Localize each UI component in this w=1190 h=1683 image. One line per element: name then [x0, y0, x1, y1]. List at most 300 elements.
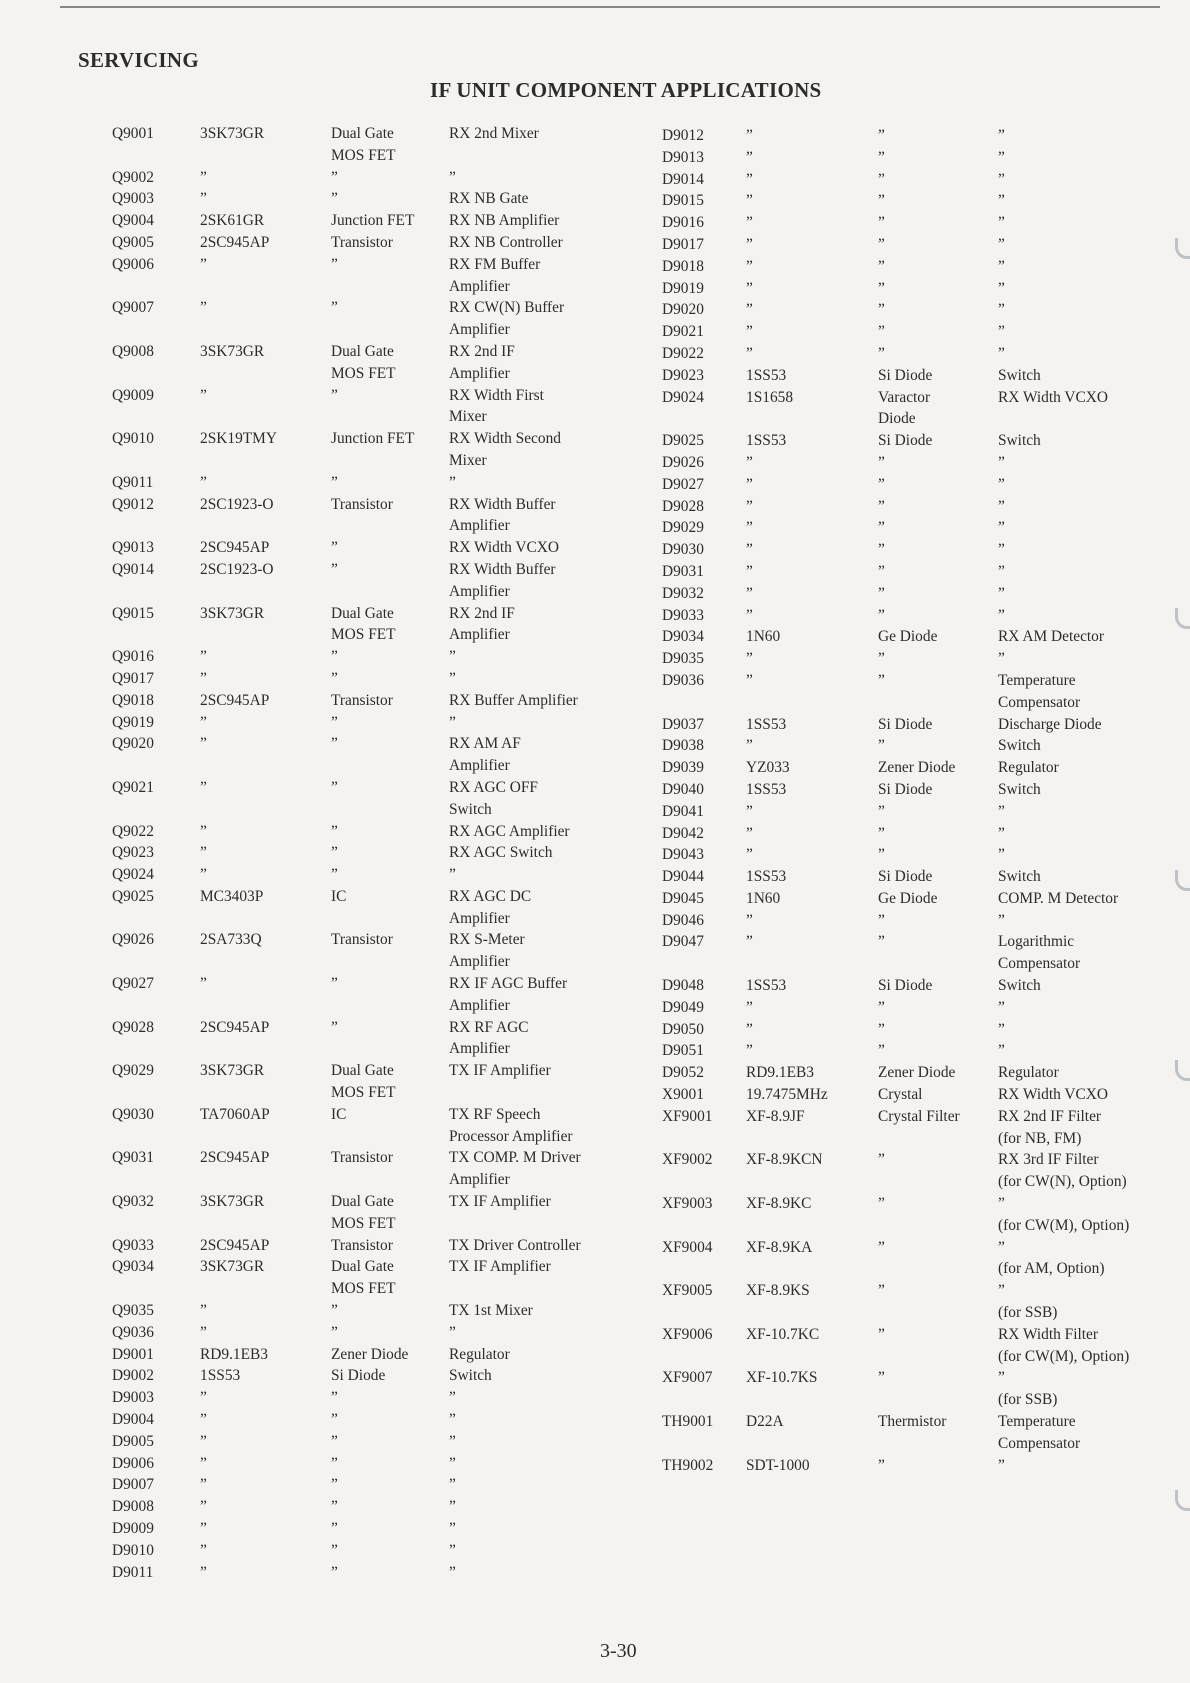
table-row: [662, 1324, 1158, 1368]
table-row: [662, 997, 1158, 1019]
table-row: [662, 583, 1158, 605]
component-type: ”: [331, 1454, 338, 1472]
application: ”: [449, 1520, 456, 1537]
table-row: [662, 1367, 1158, 1411]
application: Regulator: [998, 1064, 1059, 1082]
part-number: 19.7475MHz: [746, 1086, 828, 1104]
component-type: Junction FET: [331, 212, 415, 230]
table-row: [112, 537, 659, 559]
application: ”: [998, 497, 1005, 515]
ref-designator: D9013: [662, 148, 704, 166]
table-row: [112, 864, 659, 886]
application: ”: [998, 214, 1005, 232]
ref-designator: D9020: [662, 301, 704, 319]
ref-designator: D9030: [662, 541, 704, 559]
component-type: ”: [878, 1369, 885, 1387]
part-number: ”: [200, 1476, 207, 1494]
component-type: Transistor: [331, 233, 393, 251]
part-number: ”: [746, 475, 753, 493]
application: ”: [998, 1456, 1005, 1474]
ref-designator: Q9005: [112, 233, 154, 251]
application: Regulator: [449, 1345, 510, 1363]
ref-designator: D9029: [662, 519, 704, 537]
ref-designator: D9015: [662, 192, 704, 210]
application: RX Width VCXO: [998, 388, 1108, 406]
application: RX AGC Switch: [449, 844, 553, 862]
table-row: [662, 430, 1158, 452]
component-type: ”: [331, 473, 338, 491]
component-type: ”: [878, 541, 885, 559]
application: RX 2nd IF Amplifier: [449, 342, 515, 382]
component-type: ”: [331, 1302, 338, 1320]
part-number: ”: [746, 1042, 753, 1060]
application: ”: [998, 802, 1005, 820]
part-number: 2SC945AP: [200, 539, 270, 557]
application: ”: [998, 192, 1005, 210]
part-number: ”: [746, 148, 753, 166]
application: ”: [998, 562, 1005, 580]
application: ”: [998, 148, 1005, 166]
part-number: 3SK73GR: [200, 125, 265, 142]
part-number: 1N60: [746, 889, 781, 907]
part-number: ”: [746, 323, 753, 341]
table-row: [662, 365, 1158, 387]
table-row: [112, 341, 659, 385]
application: RX Width Filter (for CW(M), Option): [998, 1325, 1130, 1365]
part-number: ”: [746, 998, 753, 1016]
application: ”: [449, 1563, 456, 1581]
ref-designator: XF9002: [662, 1151, 713, 1169]
ref-designator: Q9021: [112, 778, 154, 796]
table-row: [662, 1411, 1158, 1455]
application: ” (for SSB): [998, 1369, 1058, 1409]
application: Discharge Diode: [998, 715, 1102, 733]
table-row: [112, 1496, 659, 1518]
table-row: [662, 299, 1158, 321]
table-row: [662, 234, 1158, 256]
part-number: ”: [746, 911, 753, 929]
table-row: [662, 125, 1158, 147]
table-row: [112, 1322, 659, 1344]
component-type: Zener Diode: [878, 1064, 956, 1082]
table-row: [662, 1237, 1158, 1281]
part-number: 2SC945AP: [200, 1018, 270, 1036]
component-type: ”: [331, 844, 338, 862]
table-row: [662, 474, 1158, 496]
table-row: [112, 603, 659, 647]
ref-designator: Q9004: [112, 212, 154, 230]
component-type: ”: [878, 192, 885, 210]
right-component-table: [662, 125, 1158, 1476]
application: RX AGC DC Amplifier: [449, 887, 532, 927]
table-row: [112, 254, 659, 298]
component-type: ”: [878, 1042, 885, 1060]
table-row: [662, 343, 1158, 365]
part-number: ”: [746, 453, 753, 471]
application: ”: [998, 127, 1005, 144]
component-type: Dual Gate MOS FET: [331, 342, 396, 382]
table-row: [112, 1191, 659, 1235]
component-type: Transistor: [331, 931, 393, 949]
part-number: ”: [200, 822, 207, 840]
table-row: [662, 169, 1158, 191]
table-row: [112, 712, 659, 734]
part-number: 3SK73GR: [200, 604, 265, 622]
component-type: ”: [331, 1498, 338, 1516]
ref-designator: Q9013: [112, 539, 154, 557]
ref-designator: Q9018: [112, 691, 154, 709]
application: RX NB Gate: [449, 190, 529, 208]
ref-designator: D9001: [112, 1345, 154, 1363]
application: Temperature Compensator: [998, 1413, 1081, 1452]
ref-designator: Q9016: [112, 648, 154, 666]
ref-designator: D9044: [662, 868, 704, 886]
table-row: [112, 428, 659, 472]
ref-designator: D9036: [662, 671, 704, 689]
application: ”: [998, 301, 1005, 319]
component-type: ”: [878, 933, 885, 951]
table-row: [112, 733, 659, 777]
part-number: 2SK61GR: [200, 212, 265, 230]
ref-designator: D9048: [662, 977, 704, 995]
binder-hole-mark: [1175, 238, 1190, 259]
part-number: 1SS53: [746, 780, 787, 798]
part-number: ”: [746, 279, 753, 297]
part-number: ”: [746, 650, 753, 668]
ref-designator: D9050: [662, 1020, 704, 1038]
part-number: ”: [200, 255, 207, 273]
ref-designator: D9027: [662, 475, 704, 493]
application: TX IF Amplifier: [449, 1193, 551, 1211]
component-type: ”: [331, 1432, 338, 1450]
table-row: [662, 517, 1158, 539]
application: RX 2nd Mixer: [449, 125, 539, 142]
table-row: [662, 626, 1158, 648]
table-row: [112, 167, 659, 189]
component-type: Si Diode: [331, 1367, 386, 1385]
part-number: 3SK73GR: [200, 1193, 265, 1211]
part-number: XF-8.9KC: [746, 1195, 812, 1213]
ref-designator: D9051: [662, 1042, 704, 1060]
table-row: [662, 801, 1158, 823]
component-type: ”: [878, 802, 885, 820]
part-number: ”: [200, 844, 207, 862]
part-number: YZ033: [746, 759, 790, 777]
part-number: ”: [200, 1432, 207, 1450]
application: ”: [998, 998, 1005, 1016]
application: ”: [998, 606, 1005, 624]
top-rule: [60, 6, 1160, 8]
table-row: [662, 452, 1158, 474]
part-number: ”: [200, 648, 207, 666]
component-type: ”: [878, 148, 885, 166]
ref-designator: D9014: [662, 170, 704, 188]
ref-designator: D9006: [112, 1454, 154, 1472]
table-row: [112, 1365, 659, 1387]
component-type: ”: [878, 1325, 885, 1343]
application: Switch: [998, 432, 1041, 450]
ref-designator: Q9003: [112, 190, 154, 208]
part-number: 2SC945AP: [200, 1236, 270, 1254]
table-row: [112, 1387, 659, 1409]
component-type: ”: [331, 1563, 338, 1581]
application: RX AGC Amplifier: [449, 822, 570, 840]
page-number: 3-30: [600, 1640, 637, 1662]
application: TX COMP. M Driver Amplifier: [449, 1149, 581, 1189]
table-row: [112, 1104, 659, 1148]
page-title: IF UNIT COMPONENT APPLICATIONS: [430, 78, 822, 102]
part-number: 3SK73GR: [200, 342, 265, 360]
application: ” (for CW(M), Option): [998, 1195, 1130, 1234]
part-number: 2SC1923-O: [200, 495, 274, 513]
application: Switch: [998, 977, 1041, 995]
ref-designator: D9018: [662, 257, 704, 275]
component-type: ”: [331, 1520, 338, 1537]
part-number: ”: [746, 846, 753, 864]
binder-hole-mark: [1175, 1060, 1190, 1081]
component-type: ”: [878, 257, 885, 275]
table-row: [662, 1280, 1158, 1324]
part-number: ”: [200, 299, 207, 317]
component-type: ”: [331, 386, 338, 404]
application: TX RF Speech Processor Amplifier: [449, 1105, 573, 1145]
ref-designator: TH9001: [662, 1413, 714, 1431]
application: ”: [449, 1411, 456, 1429]
table-row: [662, 1062, 1158, 1084]
part-number: ”: [200, 713, 207, 731]
table-row: [112, 1409, 659, 1431]
table-row: [112, 1431, 659, 1453]
application: ”: [998, 257, 1005, 275]
component-type: ”: [878, 519, 885, 537]
ref-designator: Q9020: [112, 735, 154, 753]
table-row: [662, 278, 1158, 300]
ref-designator: D9008: [112, 1498, 154, 1516]
part-number: 1SS53: [200, 1367, 241, 1385]
table-row: [662, 387, 1158, 431]
component-type: ”: [878, 606, 885, 624]
application: RX Width Buffer Amplifier: [449, 495, 556, 535]
part-number: ”: [200, 1541, 207, 1559]
component-type: ”: [878, 235, 885, 253]
ref-designator: Q9022: [112, 822, 154, 840]
ref-designator: D9003: [112, 1389, 154, 1407]
component-type: ”: [331, 299, 338, 317]
application: RX 2nd IF Amplifier: [449, 604, 515, 644]
table-row: [662, 1193, 1158, 1237]
part-number: ”: [746, 301, 753, 319]
table-row: [112, 559, 659, 603]
component-type: ”: [878, 737, 885, 755]
part-number: ”: [200, 1498, 207, 1516]
component-type: ”: [878, 1282, 885, 1300]
application: ”: [998, 1020, 1005, 1038]
ref-designator: D9041: [662, 802, 704, 820]
ref-designator: D9021: [662, 323, 704, 341]
part-number: 2SC945AP: [200, 1149, 270, 1167]
ref-designator: D9042: [662, 824, 704, 842]
component-type: ”: [878, 453, 885, 471]
component-type: ”: [331, 190, 338, 208]
ref-designator: D9009: [112, 1520, 154, 1537]
application: RX AGC OFF Switch: [449, 778, 538, 818]
component-type: ”: [878, 497, 885, 515]
table-row: [112, 821, 659, 843]
component-type: ”: [331, 255, 338, 273]
part-number: ”: [200, 669, 207, 687]
component-type: Thermistor: [878, 1413, 947, 1431]
part-number: 2SC945AP: [200, 233, 270, 251]
part-number: ”: [746, 214, 753, 232]
table-row: [112, 929, 659, 973]
application: RX CW(N) Buffer Amplifier: [449, 299, 565, 339]
part-number: ”: [200, 1563, 207, 1581]
application: Switch: [998, 366, 1041, 384]
application: ”: [998, 475, 1005, 493]
table-row: [662, 648, 1158, 670]
component-type: ”: [331, 735, 338, 753]
part-number: ”: [746, 192, 753, 210]
component-type: Si Diode: [878, 432, 933, 450]
table-row: [112, 646, 659, 668]
application: TX IF Amplifier: [449, 1062, 551, 1080]
ref-designator: D9019: [662, 279, 704, 297]
ref-designator: Q9019: [112, 713, 154, 731]
ref-designator: XF9003: [662, 1195, 713, 1213]
component-type: ”: [878, 562, 885, 580]
application: ”: [998, 846, 1005, 864]
ref-designator: D9012: [662, 127, 704, 144]
ref-designator: D9010: [112, 1541, 154, 1559]
table-row: [662, 844, 1158, 866]
ref-designator: Q9017: [112, 669, 154, 687]
application: RX Width Buffer Amplifier: [449, 560, 556, 600]
table-row: [112, 1147, 659, 1191]
table-row: [112, 1256, 659, 1300]
table-row: [112, 494, 659, 538]
ref-designator: D9023: [662, 366, 704, 384]
part-number: ”: [200, 1454, 207, 1472]
table-row: [112, 472, 659, 494]
part-number: XF-8.9KA: [746, 1238, 813, 1256]
component-type: ”: [331, 778, 338, 796]
part-number: RD9.1EB3: [746, 1064, 814, 1082]
component-type: Si Diode: [878, 715, 933, 733]
application: RX 3rd IF Filter (for CW(N), Option): [998, 1151, 1127, 1191]
ref-designator: D9026: [662, 453, 704, 471]
table-row: [662, 1040, 1158, 1062]
ref-designator: XF9006: [662, 1325, 713, 1343]
component-type: IC: [331, 1105, 347, 1123]
ref-designator: Q9029: [112, 1062, 154, 1080]
part-number: RD9.1EB3: [200, 1345, 268, 1363]
application: ” (for AM, Option): [998, 1238, 1105, 1278]
part-number: ”: [746, 802, 753, 820]
part-number: ”: [200, 168, 207, 186]
component-type: ”: [878, 214, 885, 232]
component-type: ”: [878, 170, 885, 188]
ref-designator: Q9034: [112, 1258, 154, 1276]
component-type: ”: [878, 584, 885, 602]
component-type: ”: [331, 822, 338, 840]
application: Switch: [449, 1367, 492, 1385]
table-row: [662, 910, 1158, 932]
component-type: Dual Gate MOS FET: [331, 604, 396, 644]
component-type: ”: [331, 713, 338, 731]
ref-designator: Q9014: [112, 560, 154, 578]
part-number: 1S1658: [746, 388, 794, 406]
ref-designator: D9033: [662, 606, 704, 624]
application: ”: [449, 473, 456, 491]
application: ”: [449, 1389, 456, 1407]
part-number: ”: [200, 778, 207, 796]
component-type: ”: [331, 1389, 338, 1407]
table-row: [112, 232, 659, 254]
ref-designator: X9001: [662, 1086, 704, 1104]
binder-hole-mark: [1175, 608, 1190, 629]
application: RX Width Second Mixer: [449, 430, 561, 469]
component-type: ”: [331, 866, 338, 884]
part-number: XF-10.7KC: [746, 1325, 820, 1343]
application: ”: [449, 669, 456, 687]
application: TX 1st Mixer: [449, 1302, 533, 1320]
application: RX AM Detector: [998, 628, 1105, 646]
table-row: [662, 866, 1158, 888]
component-type: ”: [331, 168, 338, 186]
application: RX Width VCXO: [449, 539, 559, 557]
component-type: ”: [878, 671, 885, 689]
table-row: [662, 823, 1158, 845]
ref-designator: D9035: [662, 650, 704, 668]
table-row: [662, 1455, 1158, 1477]
component-type: ”: [331, 539, 338, 557]
component-type: IC: [331, 887, 347, 905]
part-number: ”: [746, 235, 753, 253]
ref-designator: D9016: [662, 214, 704, 232]
component-type: ”: [331, 560, 338, 578]
component-type: Zener Diode: [878, 759, 956, 777]
ref-designator: D9025: [662, 432, 704, 450]
application: ”: [449, 866, 456, 884]
application: RX NB Amplifier: [449, 212, 560, 230]
part-number: ”: [200, 1520, 207, 1537]
component-type: ”: [878, 846, 885, 864]
component-type: Si Diode: [878, 977, 933, 995]
application: ”: [998, 911, 1005, 929]
ref-designator: Q9035: [112, 1302, 154, 1320]
table-row: [662, 888, 1158, 910]
application: Switch: [998, 868, 1041, 886]
table-row: [112, 297, 659, 341]
part-number: XF-8.9KS: [746, 1282, 810, 1300]
ref-designator: Q9010: [112, 430, 154, 448]
section-heading: SERVICING: [78, 48, 199, 72]
left-component-table: [112, 123, 659, 1583]
component-type: Dual Gate MOS FET: [331, 1062, 396, 1102]
table-row: [112, 188, 659, 210]
application: RX S-Meter Amplifier: [449, 931, 525, 971]
part-number: ”: [746, 519, 753, 537]
component-type: ”: [878, 911, 885, 929]
application: ”: [998, 323, 1005, 341]
table-row: [112, 1300, 659, 1322]
part-number: 1N60: [746, 628, 781, 646]
table-row: [112, 123, 659, 167]
application: ”: [449, 168, 456, 186]
table-row: [112, 1540, 659, 1562]
ref-designator: XF9004: [662, 1238, 713, 1256]
component-type: Dual Gate MOS FET: [331, 1258, 396, 1298]
